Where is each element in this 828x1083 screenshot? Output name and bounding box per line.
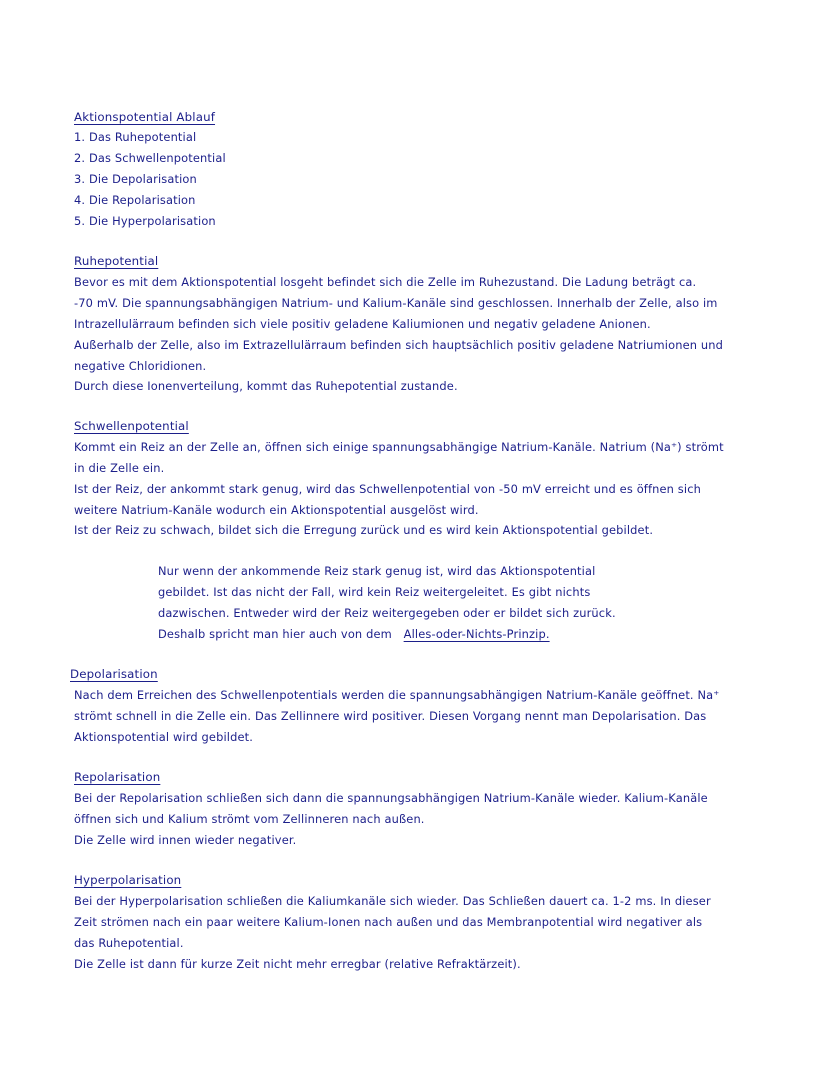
repolarisation-heading: Repolarisation: [74, 770, 161, 784]
overview-item: 1. Das Ruhepotential: [74, 130, 197, 144]
hyperpolarisation-line: das Ruhepotential.: [74, 936, 184, 950]
prinzip-note-line: gebildet. Ist das nicht der Fall, wird kein Reiz weitergeleitet. Es gibt nichts: [158, 585, 591, 599]
schwellenpotential-heading: Schwellenpotential: [74, 419, 189, 433]
prinzip-note-line: dazwischen. Entweder wird der Reiz weitergegeben oder er bildet sich zurück.: [158, 606, 616, 620]
overview-item: 2. Das Schwellenpotential: [74, 151, 226, 165]
schwellenpotential-line: in die Zelle ein.: [74, 461, 165, 475]
ruhepotential-line: Bevor es mit dem Aktionspotential losgeht befindet sich die Zelle im Ruhezustand. Die Ladung beträgt ca.: [74, 275, 697, 289]
schwellenpotential-line: Ist der Reiz zu schwach, bildet sich die Erregung zurück und es wird kein Aktionspotential gebildet.: [74, 523, 654, 537]
depolarisation-line: strömt schnell in die Zelle ein. Das Zellinnere wird positiver. Diesen Vorgang nennt man Depolarisation. Das: [74, 709, 707, 723]
depolarisation-line: Aktionspotential wird gebildet.: [74, 730, 254, 744]
prinzip-note-prefix: Deshalb spricht man hier auch von dem: [158, 627, 392, 641]
hyperpolarisation-line: Die Zelle ist dann für kurze Zeit nicht mehr erregbar (relative Refraktärzeit).: [74, 957, 521, 971]
ruhepotential-line: Außerhalb der Zelle, also im Extrazellulärraum befinden sich hauptsächlich positiv geladene Natriumionen und: [74, 338, 724, 352]
repolarisation-line: öffnen sich und Kalium strömt vom Zellinneren nach außen.: [74, 812, 425, 826]
ruhepotential-line: Durch diese Ionenverteilung, kommt das Ruhepotential zustande.: [74, 379, 458, 393]
repolarisation-line: Die Zelle wird innen wieder negativer.: [74, 833, 297, 847]
hyperpolarisation-line: Bei der Hyperpolarisation schließen die Kaliumkanäle sich wieder. Das Schließen dauert ca. 1-2 ms. In dieser: [74, 894, 711, 908]
prinzip-note-line: Nur wenn der ankommende Reiz stark genug ist, wird das Aktionspotential: [158, 564, 596, 578]
overview-item: 4. Die Repolarisation: [74, 193, 196, 207]
ruhepotential-line: negative Chloridionen.: [74, 359, 207, 373]
overview-item: 5. Die Hyperpolarisation: [74, 214, 216, 228]
ruhepotential-line: Intrazellulärraum befinden sich viele positiv geladene Kaliumionen und negativ geladene Anionen.: [74, 317, 651, 331]
overview-heading: Aktionspotential Ablauf: [74, 110, 216, 124]
alles-oder-nichts-term: Alles-oder-Nichts-Prinzip.: [403, 627, 550, 641]
ruhepotential-line: -70 mV. Die spannungsabhängigen Natrium- und Kalium-Kanäle sind geschlossen. Innerhalb der Zelle, also im: [74, 296, 718, 310]
hyperpolarisation-heading: Hyperpolarisation: [74, 873, 182, 887]
ruhepotential-heading: Ruhepotential: [74, 254, 159, 268]
schwellenpotential-line: Kommt ein Reiz an der Zelle an, öffnen sich einige spannungsabhängige Natrium-Kanäle. Natrium (Na⁺) strömt: [74, 440, 724, 454]
hyperpolarisation-line: Zeit strömen nach ein paar weitere Kalium-Ionen nach außen und das Membranpotential wird negativer als: [74, 915, 703, 929]
prinzip-note-line: [158, 627, 550, 641]
schwellenpotential-line: Ist der Reiz, der ankommt stark genug, wird das Schwellenpotential von -50 mV erreicht und es öffnen sich: [74, 482, 701, 496]
schwellenpotential-line: weitere Natrium-Kanäle wodurch ein Aktionspotential ausgelöst wird.: [74, 503, 479, 517]
overview-item: 3. Die Depolarisation: [74, 172, 197, 186]
depolarisation-line: Nach dem Erreichen des Schwellenpotentials werden die spannungsabhängigen Natrium-Kanäle geöffnet. Na⁺: [74, 688, 720, 702]
depolarisation-heading: Depolarisation: [70, 667, 158, 681]
repolarisation-line: Bei der Repolarisation schließen sich dann die spannungsabhängigen Natrium-Kanäle wieder. Kalium-Kanäle: [74, 791, 708, 805]
